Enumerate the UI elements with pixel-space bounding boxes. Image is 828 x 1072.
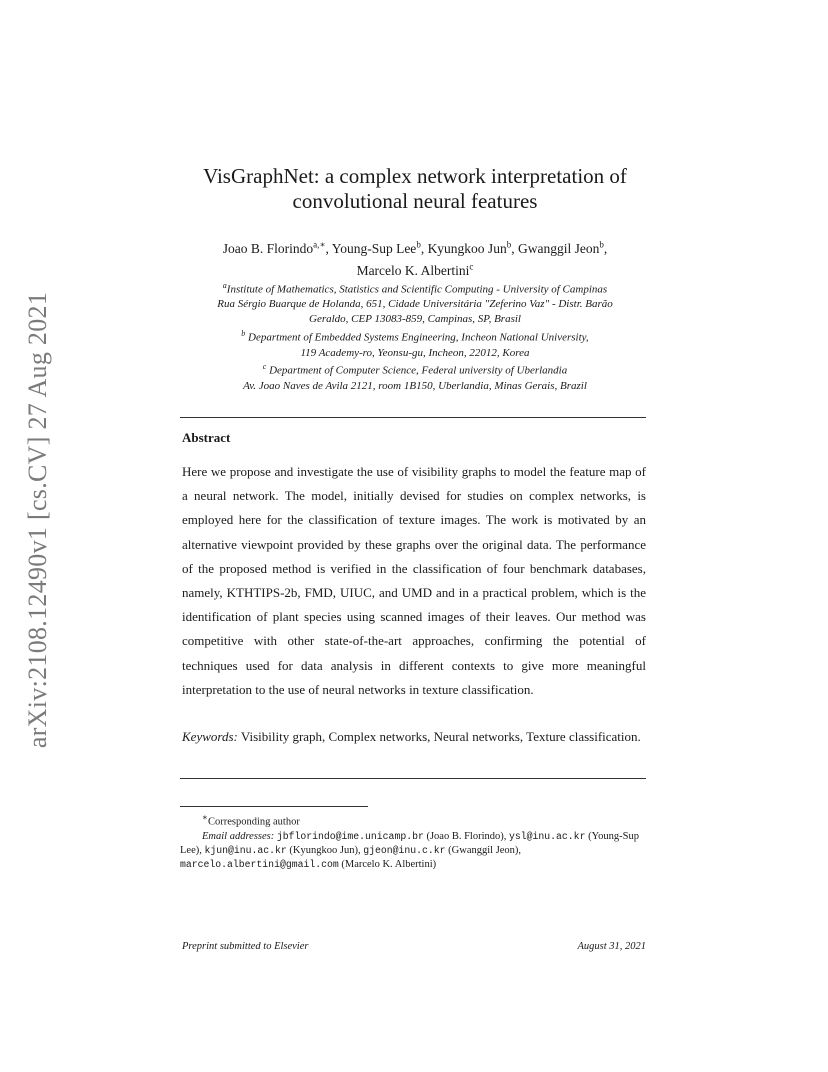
footnote [180,810,646,872]
email-link[interactable]: kjun@inu.ac.kr [204,844,287,856]
keywords-label: Keywords: [182,729,238,744]
email-owner: (Marcelo K. Albertini) [341,859,437,871]
abstract-bottom-rule [180,778,646,779]
email-link[interactable]: gjeon@inu.c.kr [363,844,446,856]
author: Young-Sup Lee$^b$, [331,239,428,256]
affiliation-c-line: Av. Joao Naves de Avila 2121, room 1B150, Uberlandia, Minas Gerais, Brazil [243,379,587,392]
abstract-text: Here we propose and investigate the use of visibility graphs to model the feature map of a neural network. The model, initially devised for studies on complex networks, is employed here for the classification of texture images. The work is motivated by an alternative viewpoint provided by these graphs over the original data. The performance of the proposed method is verified in the classification of four benchmark databases, namely, KTHTIPS-2b, FMD, UIUC, and UMD and in a practical problem, which is the identification of plant species using scanned images of their leaves. Our method was competitive with other state-of-the-art approaches, confirming the potential of techniques used for data analysis in different contexts to give more meaningful interpretation to the use of neural networks in texture classification. [182,464,646,697]
keywords-text: Visibility graph, Complex networks, Neural networks, Texture classification. [240,729,641,744]
author: Kyungkoo Jun$^b$, [427,239,518,256]
email-link[interactable]: jbflorindo@ime.unicamp.br [276,830,424,842]
abstract-top-rule [180,417,646,418]
title-line-1: VisGraphNet: a complex network interpretation of [203,164,627,188]
author: Joao B. Florindo$^{a,∗}$, [222,239,332,256]
corresponding-note: ∗Corresponding author [202,812,300,828]
email-owner: (Young-Sup Lee), [180,830,639,856]
email-addresses [180,830,646,873]
title-line-2: convolutional neural features [292,189,538,213]
affiliations [150,279,680,394]
email-label: Email addresses: [202,830,275,842]
author: Gwanggil Jeon$^b$, [517,239,608,256]
affiliation-b-line: 119 Academy-ro, Yeonsu-gu, Incheon, 22012, Korea [300,346,530,359]
footer-date: August 31, 2021 [577,941,646,952]
email-owner: (Joao B. Florindo), [426,830,510,842]
affiliation-a-line: Rua Sérgio Buarque de Holanda, 651, Cidade Universitária "Zeferino Vaz" - Distr. Barão [217,298,613,311]
affiliation-b: $^b$ Department of Embedded Systems Engineering, Incheon National University, [241,329,589,344]
author-list [150,235,680,280]
affiliation-a-line: Geraldo, CEP 13083-859, Campinas, SP, Brasil [309,313,521,326]
affiliation-a: $^a$Institute of Mathematics, Statistics and Scientific Computing - University of Campinas [222,281,608,296]
arxiv-id: arXiv:2108.12490v1 [cs.CV] 27 Aug 2021 [23,291,52,749]
email-owner: (Gwanggil Jeon), [448,844,522,856]
abstract-heading: Abstract [182,430,231,445]
footer-journal: Preprint submitted to Elsevier [182,941,309,952]
author: Marcelo K. Albertini$^c$ [356,261,474,278]
footnote-rule [180,806,368,807]
keywords [182,725,646,749]
affiliation-c: $^c$ Department of Computer Science, Federal university of Uberlandia [262,362,568,377]
paper-title [150,164,680,214]
email-link[interactable]: ysl@inu.ac.kr [509,830,586,842]
email-link[interactable]: marcelo.albertini@gmail.com [180,859,339,871]
arxiv-stamp [22,280,54,760]
email-owner: (Kyungkoo Jun), [289,844,364,856]
